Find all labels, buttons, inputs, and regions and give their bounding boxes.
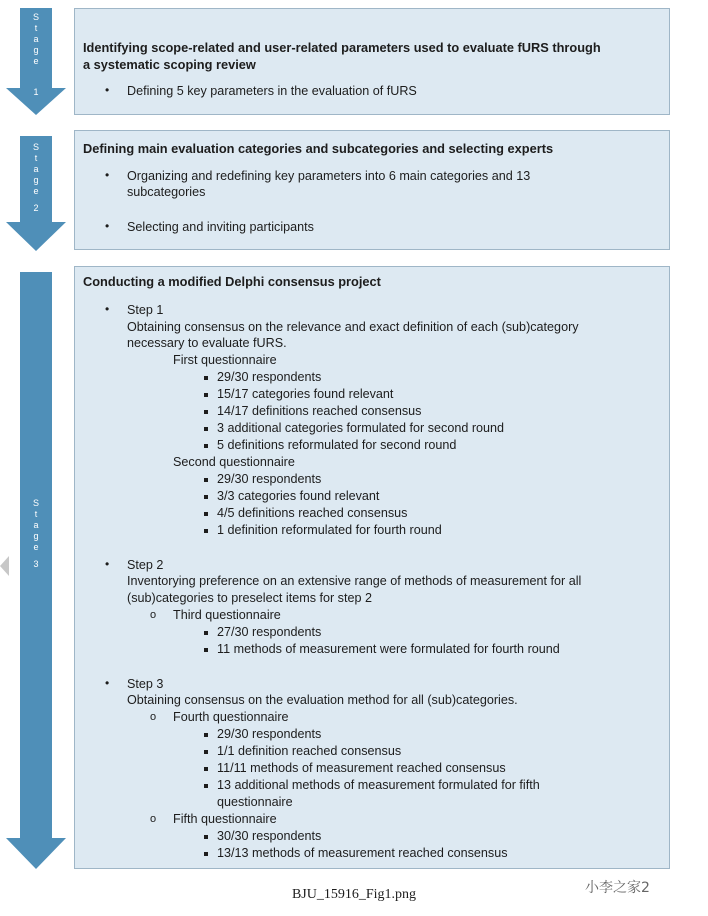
stage-2-box	[74, 130, 670, 250]
stage-1-title-line1: Identifying scope-related and user-related parameters used to evaluate fURS through	[83, 40, 601, 55]
bullet-icon: •	[105, 676, 110, 690]
q1-item: 3 additional categories formulated for second round	[217, 421, 505, 435]
step-3-label: Step 3	[127, 677, 164, 691]
q2-item: 4/5 definitions reached consensus	[217, 506, 408, 520]
left-edge-marker	[0, 556, 9, 576]
square-bullet-icon	[204, 784, 208, 788]
square-bullet-icon	[204, 512, 208, 516]
bullet-icon: •	[105, 168, 110, 182]
q3-item: 11 methods of measurement were formulated for fourth round	[217, 642, 560, 656]
q5-item: 30/30 respondents	[217, 829, 322, 843]
stage-2-label: S t a g e 2	[32, 142, 39, 213]
square-bullet-icon	[204, 478, 208, 482]
q4-item-continued: questionnaire	[217, 795, 293, 809]
figure-caption: BJU_15916_Fig1.png	[291, 887, 417, 902]
bullet-icon: •	[105, 83, 110, 97]
q5-item: 13/13 methods of measurement reached consensus	[217, 846, 508, 860]
q3-item: 27/30 respondents	[217, 625, 322, 639]
bullet-icon: •	[105, 557, 110, 571]
square-bullet-icon	[204, 444, 208, 448]
square-bullet-icon	[204, 648, 208, 652]
square-bullet-icon	[204, 852, 208, 856]
stage-2-title: Defining main evaluation categories and subcategories and selecting experts	[83, 141, 554, 156]
first-questionnaire-title: First questionnaire	[173, 353, 277, 367]
square-bullet-icon	[204, 631, 208, 635]
bullet-icon: •	[105, 219, 110, 233]
step-1-label: Step 1	[127, 303, 164, 317]
third-questionnaire-title: Third questionnaire	[173, 608, 281, 622]
square-bullet-icon	[204, 393, 208, 397]
stage-2-bullet-1-line2: subcategories	[127, 185, 206, 199]
step-1-desc-line2: necessary to evaluate fURS.	[127, 336, 287, 350]
square-bullet-icon	[204, 835, 208, 839]
stage-3-label: S t a g e 3	[32, 498, 39, 569]
step-1-desc-line1: Obtaining consensus on the relevance and exact definition of each (sub)category	[127, 320, 579, 334]
circle-bullet-icon: o	[150, 813, 157, 825]
bullet-icon: •	[105, 302, 110, 316]
square-bullet-icon	[204, 733, 208, 737]
stage-2-bullet-2: Selecting and inviting participants	[127, 220, 314, 234]
stage-1-bullet: Defining 5 key parameters in the evaluation of fURS	[127, 84, 417, 98]
q4-item: 1/1 definition reached consensus	[217, 744, 402, 758]
step-2-desc-line1: Inventorying preference on an extensive range of methods of measurement for all	[127, 574, 582, 588]
q2-item: 1 definition reformulated for fourth round	[217, 523, 442, 537]
second-questionnaire-title: Second questionnaire	[173, 455, 295, 469]
q2-item: 3/3 categories found relevant	[217, 489, 380, 503]
stage-3-box	[74, 266, 670, 869]
q2-item: 29/30 respondents	[217, 472, 322, 486]
circle-bullet-icon: o	[150, 711, 157, 723]
stage-3-arrow	[4, 272, 68, 872]
step-2-label: Step 2	[127, 558, 164, 572]
square-bullet-icon	[204, 495, 208, 499]
q1-item: 14/17 definitions reached consensus	[217, 404, 422, 418]
square-bullet-icon	[204, 750, 208, 754]
stage-1-title-line2: a systematic scoping review	[83, 57, 256, 72]
square-bullet-icon	[204, 529, 208, 533]
square-bullet-icon	[204, 376, 208, 380]
stage-3-title: Conducting a modified Delphi consensus project	[83, 274, 381, 289]
q1-item: 5 definitions reformulated for second round	[217, 438, 457, 452]
q1-item: 29/30 respondents	[217, 370, 322, 384]
q4-item: 11/11 methods of measurement reached consensus	[217, 761, 506, 775]
fourth-questionnaire-title: Fourth questionnaire	[173, 710, 289, 724]
q1-item: 15/17 categories found relevant	[217, 387, 394, 401]
square-bullet-icon	[204, 767, 208, 771]
square-bullet-icon	[204, 427, 208, 431]
fifth-questionnaire-title: Fifth questionnaire	[173, 812, 277, 826]
q4-item: 13 additional methods of measurement formulated for fifth	[217, 778, 540, 792]
stage-1-box	[74, 8, 670, 115]
step-2-desc-line2: (sub)categories to preselect items for step 2	[127, 591, 372, 605]
stage-1-label: S t a g e 1	[32, 12, 39, 97]
watermark: 小李之家2	[585, 880, 650, 896]
square-bullet-icon	[204, 410, 208, 414]
step-3-desc: Obtaining consensus on the evaluation method for all (sub)categories.	[127, 693, 518, 707]
stage-2-bullet-1-line1: Organizing and redefining key parameters into 6 main categories and 13	[127, 169, 531, 183]
q4-item: 29/30 respondents	[217, 727, 322, 741]
circle-bullet-icon: o	[150, 609, 157, 621]
